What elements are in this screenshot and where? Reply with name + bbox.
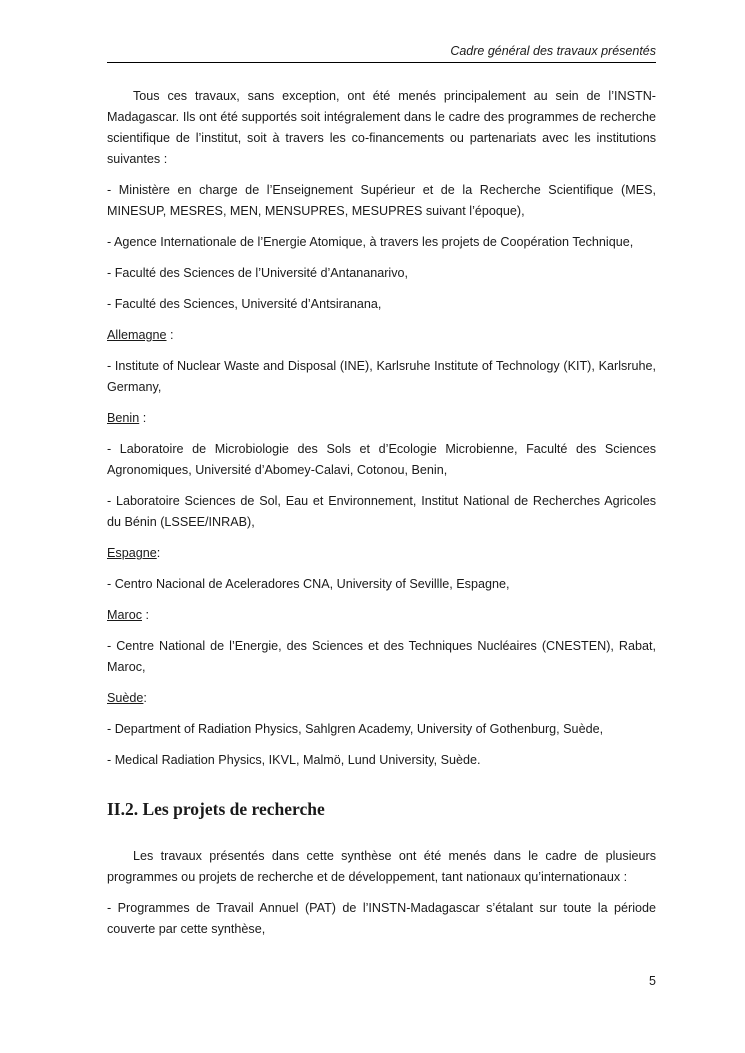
section-intro-paragraph: Les travaux présentés dans cette synthèse ont été menés dans le cadre de plusieurs programmes ou projets de recherche et de développement, tant nationaux qu’internationaux : [107,849,656,884]
list-item: - Faculté des Sciences, Université d’Antsiranana, [107,297,382,311]
country-name: Benin [107,411,140,425]
country-heading: Allemagne : [107,328,174,342]
country-heading: Suède: [107,691,147,705]
running-header [107,44,656,63]
list-item: - Centre National de l’Energie, des Sciences et des Techniques Nucléaires (CNESTEN), Rabat, Maroc, [107,639,656,674]
country-heading: Espagne: [107,546,161,560]
list-item: - Centro Nacional de Aceleradores CNA, University of Sevillle, Espagne, [107,577,510,591]
list-item: - Programmes de Travail Annuel (PAT) de l’INSTN-Madagascar s’étalant sur toute la période couverte par cette synthèse, [107,901,656,936]
list-item: - Laboratoire de Microbiologie des Sols et d’Ecologie Microbienne, Faculté des Sciences Agronomiques, Université d’Abomey-Calavi, Cotonou, Benin, [107,442,656,477]
country-name: Suède [107,691,144,705]
intro-paragraph: Tous ces travaux, sans exception, ont été menés principalement au sein de l’INSTN-Madagascar. Ils ont été supportés soit intégralement dans le cadre des programmes de recherche scientifique de l’institut, soit à travers les co-financements ou partenariats avec les institutions suivantes : [107,89,656,166]
country-heading: Maroc : [107,608,149,622]
page-body [107,86,656,950]
country-name: Espagne [107,546,157,560]
country-name: Allemagne [107,328,167,342]
list-item: - Laboratoire Sciences de Sol, Eau et Environnement, Institut National de Recherches Agricoles du Bénin (LSSEE/INRAB), [107,494,656,529]
list-item: - Institute of Nuclear Waste and Disposal (INE), Karlsruhe Institute of Technology (KIT), Karlsruhe, Germany, [107,359,656,394]
header-title: Cadre général des travaux présentés [450,44,656,58]
section-heading: II.2. Les projets de recherche [107,799,325,819]
list-item: - Medical Radiation Physics, IKVL, Malmö, Lund University, Suède. [107,753,481,767]
list-item: - Agence Internationale de l’Energie Atomique, à travers les projets de Coopération Technique, [107,235,634,249]
country-name: Maroc [107,608,142,622]
country-heading: Benin : [107,411,147,425]
list-item: - Faculté des Sciences de l’Université d’Antananarivo, [107,266,409,280]
list-item: - Ministère en charge de l’Enseignement Supérieur et de la Recherche Scientifique (MES, MINESUP, MESRES, MEN, MENSUPRES, MESUPRES suivant l’époque), [107,183,656,218]
list-item: - Department of Radiation Physics, Sahlgren Academy, University of Gothenburg, Suède, [107,722,604,736]
page-number: 5 [649,974,656,988]
